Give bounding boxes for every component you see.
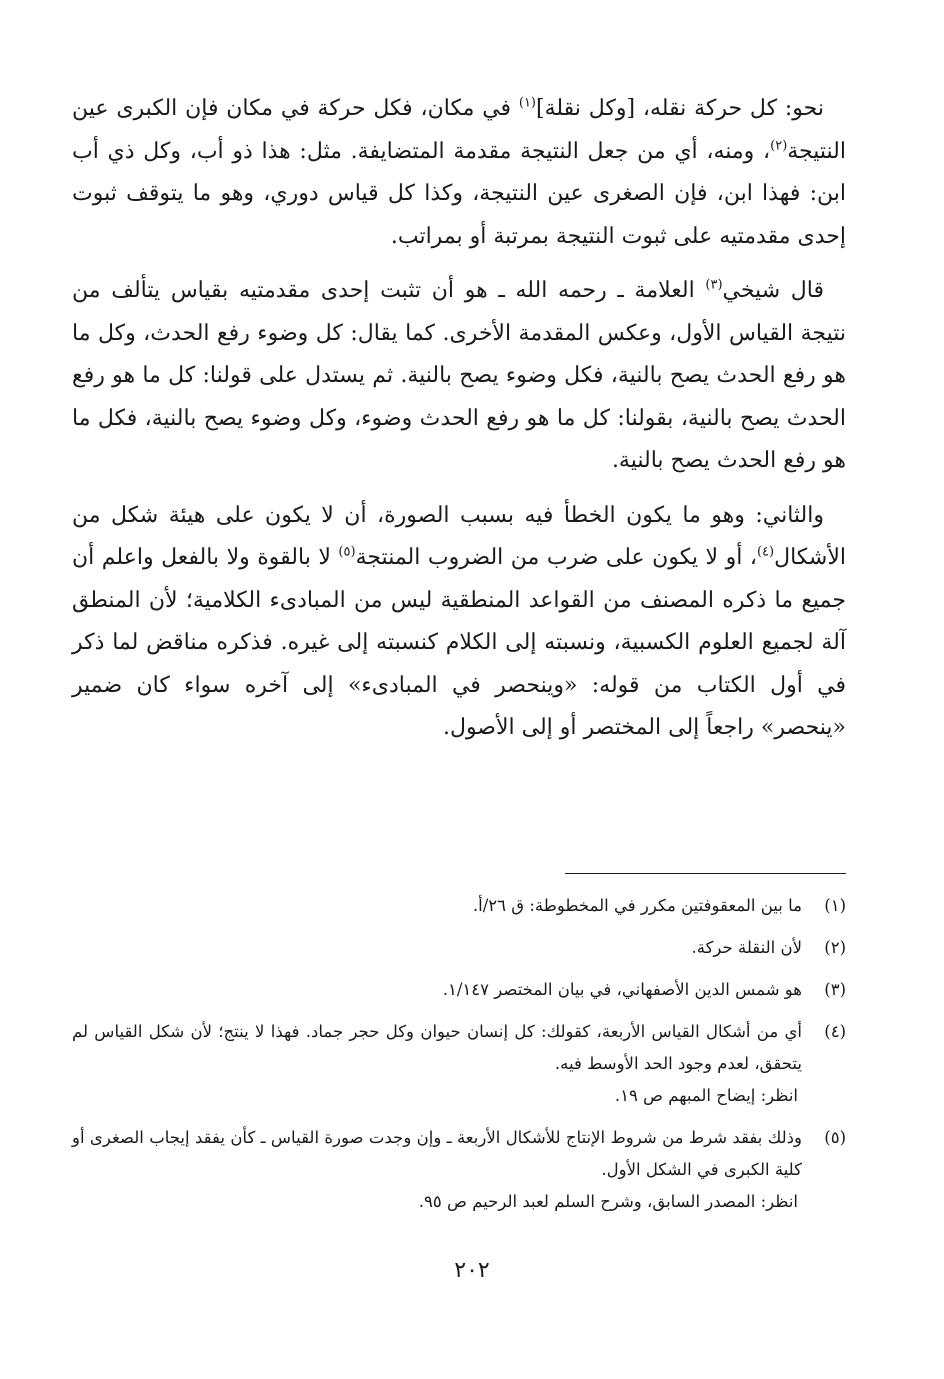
- footnote-number: (٥): [824, 1128, 846, 1147]
- footnote-text: أي من أشكال القياس الأربعة، كقولك: كل إنسان حيوان وكل حجر جماد. فهذا لا ينتج؛ لأن شكل القياس لم يتحقق، لعدم وجود الحد الأوسط فيه.: [72, 1022, 802, 1073]
- footnote-5: [72, 1122, 846, 1218]
- paragraph-3: [72, 495, 846, 750]
- paragraph-1: [72, 88, 846, 258]
- footnote-4: [72, 1016, 846, 1112]
- footnote-ref-2: (٢): [770, 138, 788, 154]
- footnotes: [72, 890, 846, 1228]
- footnote-ref-3: (٣): [705, 277, 723, 293]
- footnote-text: ما بين المعقوفتين مكرر في المخطوطة: ق ٢٦/أ.: [472, 896, 802, 915]
- paragraph-1-text-c: ، ومنه، أي من جعل النتيجة مقدمة المتضايفة. مثل: هذا ذو أب، وكل ذي أب ابن: فهذا ابن، فإن الصغرى عين النتيجة، وكذا كل قياس دوري، وهو ما يتوقف ثبوت إحدى مقدمتيه على ثبوت النتيجة بمرتبة أو بمراتب.: [72, 138, 846, 249]
- paragraph-3-text-a: والثاني: وهو ما يكون الخطأ فيه بسبب الصورة، أن لا يكون على هيئة شكل من الأشكال: [72, 502, 847, 570]
- footnote-text: لأن النقلة حركة.: [691, 938, 802, 957]
- footnote-number: (٤): [824, 1022, 846, 1041]
- footnote-body: [72, 1016, 802, 1112]
- paragraph-2-text-a: قال شيخي: [722, 278, 825, 303]
- paragraph-3-text-b: ، أو لا يكون على ضرب من الضروب المنتجة: [355, 545, 757, 570]
- footnote-number: (٢): [824, 938, 846, 957]
- footnote-1: [72, 890, 846, 922]
- paragraph-2-text-b: العلامة ـ رحمه الله ـ هو أن تثبت إحدى مقدمتيه بقياس يتألف من نتيجة القياس الأول، وعكس المقدمة الأخرى. كما يقال: كل وضوء رفع الحدث، وكل ما هو رفع الحدث يصح بالنية، فكل وضوء يصح بالنية. ثم يستدل على قولنا: كل ما هو رفع الحدث يصح بالنية، بقولنا: كل ما هو رفع الحدث وضوء، وكل وضوء يصح بالنية، فكل ما هو رفع الحدث يصح بالنية.: [72, 278, 846, 473]
- footnote-ref-1: (١): [518, 95, 536, 111]
- footnote-number: (١): [824, 896, 846, 915]
- footnote-reference: انظر: المصدر السابق، وشرح السلم لعبد الرحيم ص ٩٥.: [418, 1192, 798, 1211]
- footnote-ref-5: (٥): [338, 544, 356, 560]
- footnote-reference: انظر: إيضاح المبهم ص ١٩.: [614, 1086, 798, 1105]
- footnote-number: (٣): [824, 980, 846, 999]
- footnote-ref-4: (٤): [756, 544, 775, 560]
- footnote-2: [72, 932, 846, 964]
- footnote-text: وذلك بفقد شرط من شروط الإنتاج للأشكال الأربعة ـ وإن وجدت صورة القياس ـ كأن يفقد إيجاب الصغرى أو كلية الكبرى في الشكل الأول.: [72, 1128, 802, 1179]
- footnote-divider: [565, 873, 846, 874]
- paragraph-2: [72, 270, 846, 483]
- footnote-3: [72, 974, 846, 1006]
- page-number: ٢٠٢: [454, 1258, 490, 1283]
- paragraph-1-text-a: نحو: كل حركة نقله، [وكل نقلة]: [536, 96, 824, 121]
- footnote-text: هو شمس الدين الأصفهاني، في بيان المختصر ١/١٤٧.: [442, 980, 802, 999]
- paragraph-3-text-c: لا بالقوة ولا بالفعل واعلم أن جميع ما ذكره المصنف من القواعد المنطقية ليس من المبادىء الكلامية؛ لأن المنطق آلة لجميع العلوم الكسبية، ونسبته إلى الكلام كنسبته إلى غيره. فذكره مناقض لما ذكر في أول الكتاب من قوله: «وينحصر في المبادىء» إلى آخره سواء كان ضمير «ينحصر» راجعاً إلى المختصر أو إلى الأصول.: [72, 545, 846, 740]
- main-text: [72, 88, 846, 762]
- footnote-body: [72, 1122, 802, 1218]
- paragraph-1-text-b: في مكان، فكل حركة في مكان فإن الكبرى عين النتيجة: [72, 96, 846, 164]
